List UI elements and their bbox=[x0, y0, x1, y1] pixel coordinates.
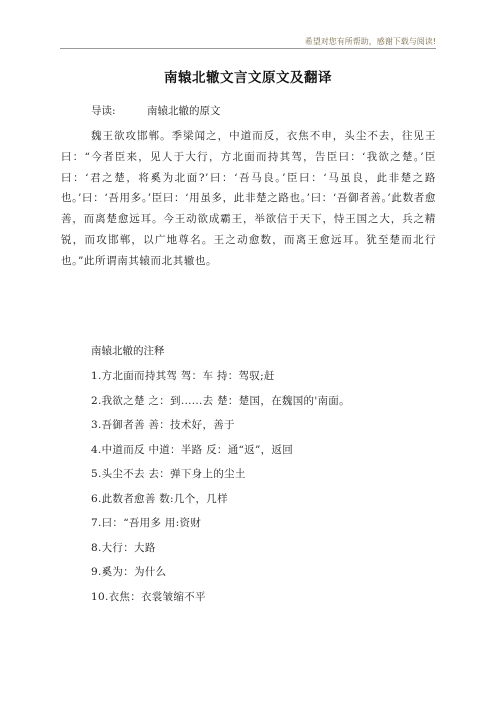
header-divider bbox=[60, 48, 436, 49]
note-item: 1.方北面而持其驾 驾：车 持：驾驭;赶 bbox=[91, 370, 275, 382]
note-item: 5.头尘不去 去：弹下身上的尘土 bbox=[91, 468, 246, 480]
note-item: 8.大行：大路 bbox=[91, 541, 156, 554]
intro-line bbox=[91, 103, 221, 118]
original-text-section bbox=[61, 126, 436, 272]
original-text-paragraph: 魏王欲攻邯郸。季梁闻之，中道而反，衣焦不申，头尘不去，往见王曰：“今者臣来，见人于大行，方北面而持其驾，告臣曰：‘我欲之楚。’臣曰：‘君之楚，将奚为北面?’曰：‘吾马良。’臣曰：‘马虽良，此非楚之路也。’曰：‘吾用多。’臣曰：‘用虽多，此非楚之路也。’曰：‘吾御者善。’此数者愈善，而离楚愈远耳。今王动欲成霸王，举欲信于天下，恃王国之大，兵之精锐，而攻邯郸，以广地尊名。王之动愈数，而离王愈远耳。犹至楚而北行也。”此所谓南其辕而北其辙也。 bbox=[61, 130, 436, 267]
document-title: 南辕北辙文言文原文及翻译 bbox=[164, 70, 332, 86]
notes-list bbox=[91, 369, 436, 614]
note-item: 3.吾御者善 善：技术好，善于 bbox=[91, 419, 235, 431]
note-item: 7.曰：“吾用多 用:资财 bbox=[91, 517, 202, 529]
note-item: 4.中道而反 中道：半路 反：通“返”，返回 bbox=[91, 443, 294, 456]
intro-text: 南辕北辙的原文 bbox=[147, 105, 221, 117]
note-item: 2.我欲之楚 之：到......去 楚：楚国，在魏国的'南面。 bbox=[91, 394, 350, 407]
note-item: 9.奚为：为什么 bbox=[91, 566, 167, 578]
header-note: 希望对您有所帮助，感谢下载与阅读! bbox=[304, 37, 436, 46]
note-item: 10.衣焦：衣裳皱缩不平 bbox=[91, 590, 206, 603]
notes-heading: 南辕北辙的注释 bbox=[91, 345, 165, 357]
note-item: 6.此数者愈善 数:几个，几样 bbox=[91, 492, 228, 505]
intro-label: 导读: bbox=[91, 105, 116, 117]
